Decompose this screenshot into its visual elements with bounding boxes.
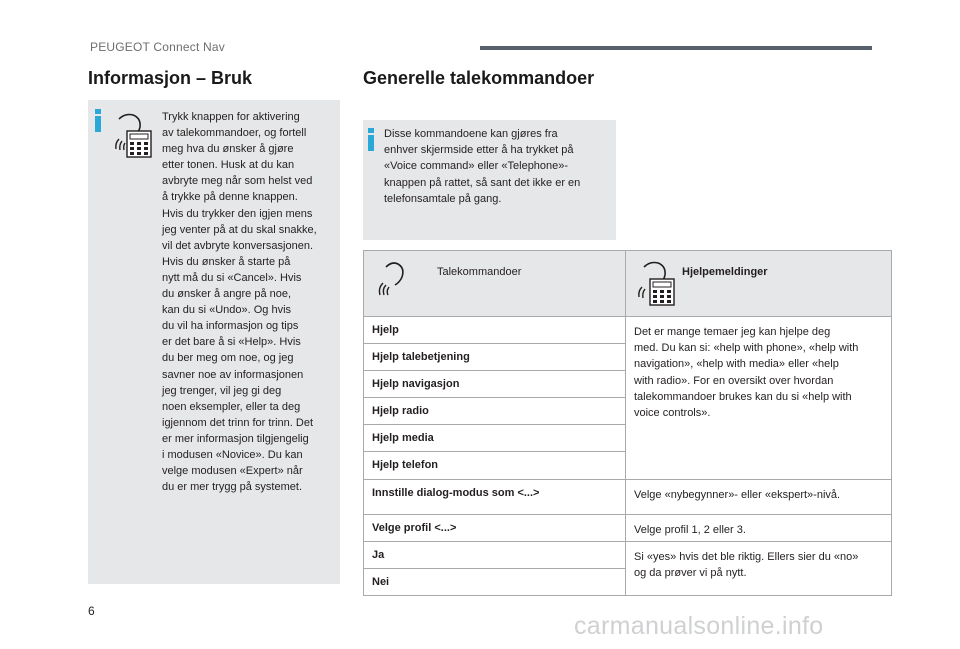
help-message-cell: Si «yes» hvis det ble riktig. Ellers sier du «no» og da prøver vi på nytt.: [626, 542, 892, 596]
command-cell: Hjelp telefon: [364, 452, 626, 480]
command-cell: Hjelp navigasjon: [364, 371, 626, 398]
table-header-commands: [364, 251, 626, 317]
help-message-cell: Det er mange temaer jeg kan hjelpe deg med. Du kan si: «help with phone», «help with navigation», «help with media» eller «help with radio». For en oversikt over hvordan talekommandoer brukes kan du si «help with voice controls».: [626, 317, 892, 480]
command-cell: Hjelp media: [364, 425, 626, 452]
command-cell: Hjelp: [364, 317, 626, 344]
table-header-help-messages: [626, 251, 892, 317]
keypad-icon: [636, 261, 678, 307]
column-header-label: Hjelpemeldinger: [682, 266, 768, 278]
command-cell: Hjelp radio: [364, 398, 626, 425]
voice-command-keypad-icon: [111, 113, 155, 159]
watermark: carmanualsonline.info: [574, 612, 824, 640]
table-row: [364, 515, 892, 542]
info-usage-box: [88, 100, 340, 584]
left-section-heading: Informasjon – Bruk: [88, 68, 253, 88]
info-usage-text: Trykk knappen for aktivering av talekommandoer, og fortell meg hva du ønsker å gjøre etter tonen. Husk at du kan avbryte meg når som helst ved å trykke på denne knappen. Hvis du trykker den igjen mens jeg venter på at du skal snakke, vil det avbryte konversasjonen. Hvis du ønsker å starte på nytt må du si «Cancel». Hvis du ønsker å angre på noe, kan du si «Undo». Og hvis du vil ha informasjon og tips er det bare å si «Help». Hvis du ber meg om noe, og jeg savner noe av informasjonen jeg trenger, vil jeg gi deg noen eksempler, eller ta deg igjennom det trinn for trinn. Det er mer informasjon tilgjengelig i modusen «Novice». Du kan velge modusen «Expert» når du er mer trygg på systemet.: [162, 111, 317, 494]
header-rule: [480, 46, 872, 50]
help-message-cell: Velge profil 1, 2 eller 3.: [626, 515, 892, 542]
voice-commands-table: [363, 250, 892, 596]
table-row: [364, 480, 892, 515]
general-commands-note: [363, 120, 616, 240]
column-header-label: Talekommandoer: [437, 266, 522, 278]
info-icon: [95, 109, 101, 132]
command-cell: Nei: [364, 569, 626, 596]
command-cell: Hjelp talebetjening: [364, 344, 626, 371]
info-icon: [368, 128, 374, 151]
table-row: [364, 317, 892, 344]
command-cell: Innstille dialog-modus som <...>: [364, 480, 626, 515]
document-header-title: PEUGEOT Connect Nav: [90, 40, 225, 54]
voice-command-icon: [376, 261, 406, 297]
table-header-row: [364, 251, 892, 317]
general-commands-text: Disse kommandoene kan gjøres fra enhver skjermside etter å ha trykket på «Voice command» eller «Telephone»- knappen på rattet, så sant det ikke er en telefonsamtale på gang.: [384, 128, 581, 205]
command-cell: Velge profil <...>: [364, 515, 626, 542]
table-row: [364, 542, 892, 569]
command-cell: Ja: [364, 542, 626, 569]
right-section-heading: Generelle talekommandoer: [363, 68, 595, 88]
help-message-cell: Velge «nybegynner»- eller «ekspert»-nivå.: [626, 480, 892, 515]
page-number: 6: [88, 604, 95, 618]
